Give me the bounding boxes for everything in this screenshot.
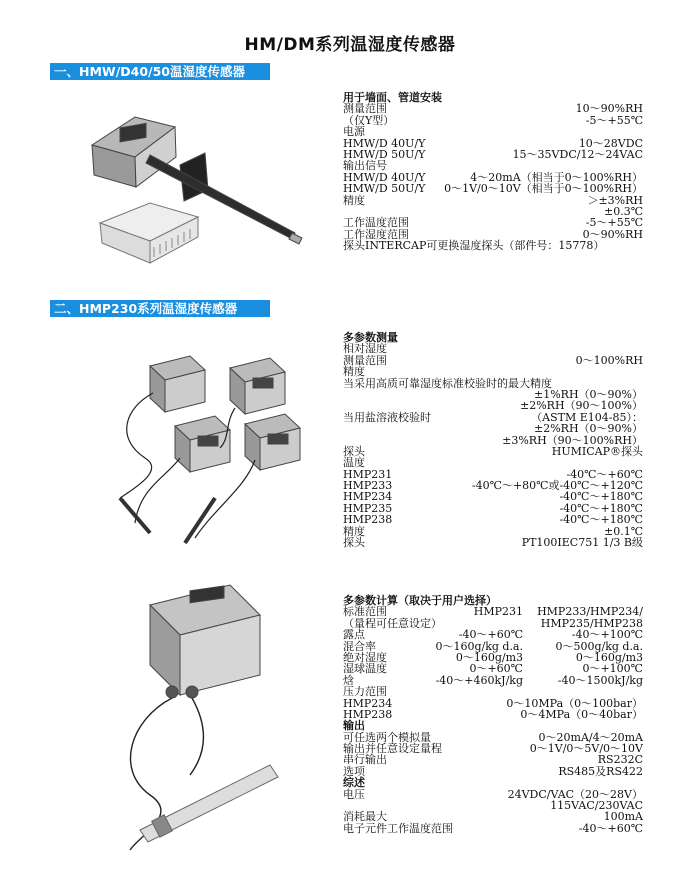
spec-row xyxy=(343,332,643,343)
spec-row xyxy=(343,115,643,126)
spec-row xyxy=(343,126,643,137)
spec-value: RS232C xyxy=(597,753,643,767)
spec-value: 0～90%RH xyxy=(582,227,643,241)
spec-label: HMW/D 50U/Y xyxy=(343,147,426,161)
spec-label: 绝对湿度 xyxy=(343,650,387,664)
spec-label: HMP238 xyxy=(343,707,393,721)
spec-value: （ASTM E104-85）： xyxy=(531,410,643,424)
spec-value-mid: -40～+60℃ xyxy=(458,628,523,642)
spec-value: 100mA xyxy=(603,810,643,824)
spec-value: ±2%RH（90～100%） xyxy=(520,399,643,413)
spec-label: 标准范围 xyxy=(343,605,387,619)
page-title: HM/DM系列温湿度传感器 xyxy=(244,35,456,55)
spec-value: 24VDC/VAC（20～28V） xyxy=(507,787,643,801)
spec-row xyxy=(343,183,643,194)
spec-label: 精度 xyxy=(343,365,365,379)
spec-value: -40℃～+80℃或-40℃～+120℃ xyxy=(471,479,643,493)
section2-bar: 二、HMP230系列温湿度传感器 xyxy=(50,300,270,317)
spec-value: HMP233/HMP234/ xyxy=(537,605,643,619)
spec-value: -40℃～+180℃ xyxy=(559,513,643,527)
spec-label: 精度 xyxy=(343,524,365,538)
spec-value: 0～+100℃ xyxy=(582,662,643,676)
hmp-transmitter-with-probe-icon xyxy=(110,580,330,865)
spec-row xyxy=(343,537,643,548)
spec-label: 湿球温度 xyxy=(343,662,387,676)
spec-value: -40℃～+180℃ xyxy=(559,501,643,515)
spec-value: ±0.3℃ xyxy=(603,204,643,218)
spec-label: 串行输出 xyxy=(343,753,387,767)
spec-value: ±2%RH（0～90%） xyxy=(534,422,643,436)
section1-bar: 一、HMW/D40/50温湿度传感器 xyxy=(50,63,270,80)
spec-label: 电压 xyxy=(343,787,365,801)
spec-label: 压力范围 xyxy=(343,685,387,699)
spec-value: 10～28VDC xyxy=(578,136,643,150)
spec-label: HMP234 xyxy=(343,490,393,504)
section3-specs xyxy=(343,595,643,834)
spec-row xyxy=(343,457,643,468)
spec-value: 0～100%RH xyxy=(575,353,643,367)
spec-label: 输出信号 xyxy=(343,159,387,173)
spec-value: ±0.1℃ xyxy=(603,524,643,538)
spec-label: HMW/D 50U/Y xyxy=(343,182,426,196)
spec-label: 探头 xyxy=(343,536,365,550)
spec-label: 精度 xyxy=(343,193,365,207)
spec-label: HMP234 xyxy=(343,696,393,710)
spec-row xyxy=(343,777,643,788)
spec-label: 探头 xyxy=(343,444,365,458)
spec-value: ＞±3%RH xyxy=(587,193,643,207)
spec-label: 当采用高质可靠湿度标准校验时的最大精度 xyxy=(343,376,552,390)
spec-value: -40～+60℃ xyxy=(578,821,643,835)
spec-value: -5～+55℃ xyxy=(585,216,643,230)
spec-value: ±1%RH（0～90%） xyxy=(534,387,643,401)
spec-row xyxy=(343,720,643,731)
spec-row xyxy=(343,629,643,640)
spec-label: 焓 xyxy=(343,673,354,687)
spec-value: 15～35VDC/12～24VAC xyxy=(512,147,643,161)
spec-row xyxy=(343,823,643,834)
spec-value-mid: -40～+460kJ/kg xyxy=(435,673,523,687)
section1-specs xyxy=(343,92,643,251)
spec-label: 输出 xyxy=(343,719,365,733)
spec-row xyxy=(343,446,643,457)
spec-value-mid: 0～160g/kg d.a. xyxy=(435,639,523,653)
spec-row xyxy=(343,423,643,434)
spec-value: -5～+55℃ xyxy=(585,113,643,127)
spec-label: HMP233 xyxy=(343,479,393,493)
spec-label: 用于墙面、管道安装 xyxy=(343,91,442,104)
spec-row xyxy=(343,800,643,811)
spec-label: HMP231 xyxy=(343,467,393,481)
spec-label: 测量范围 xyxy=(343,353,387,367)
spec-value: 0～160g/m3 xyxy=(575,650,643,664)
spec-row xyxy=(343,709,643,720)
spec-label: 电源 xyxy=(343,125,365,139)
spec-label: 综述 xyxy=(343,776,365,790)
spec-label: 工作湿度范围 xyxy=(343,227,409,241)
spec-value: 0～20mA/4～20mA xyxy=(538,730,643,744)
spec-label: HMW/D 40U/Y xyxy=(343,170,426,184)
spec-label: 当用盐溶液校验时 xyxy=(343,410,431,424)
spec-value: PT100IEC751 1/3 B级 xyxy=(521,536,643,550)
spec-row xyxy=(343,366,643,377)
spec-label: 露点 xyxy=(343,628,365,642)
hmp230-transmitters-icon xyxy=(105,348,305,548)
spec-value-mid: 0～+60℃ xyxy=(469,662,523,676)
spec-value: -40℃～+180℃ xyxy=(559,490,643,504)
spec-value: ±3%RH（90～100%RH） xyxy=(502,433,643,447)
spec-value: -40～+100℃ xyxy=(571,628,643,642)
spec-row xyxy=(343,240,643,251)
spec-label: 工作温度范围 xyxy=(343,216,409,230)
spec-label: （仅Y型） xyxy=(343,113,395,127)
spec-row xyxy=(343,675,643,686)
spec-label: HMP238 xyxy=(343,513,393,527)
spec-value: 115VAC/230VAC xyxy=(550,799,643,813)
spec-row xyxy=(343,149,643,160)
spec-value: 0～1V/0～5V/0～10V xyxy=(529,742,643,756)
spec-value: 0～10MPa（0～100bar） xyxy=(506,696,643,710)
spec-label: 测量范围 xyxy=(343,102,387,116)
spec-value: HUMICAP®探头 xyxy=(551,444,643,458)
spec-value: 4～20mA（相当于0～100%RH） xyxy=(470,170,643,184)
spec-label: 输出并任意设定量程 xyxy=(343,742,442,756)
spec-value: 0～500g/kg d.a. xyxy=(555,639,643,653)
spec-label: HMW/D 40U/Y xyxy=(343,136,426,150)
spec-label: 混合率 xyxy=(343,639,376,653)
spec-label: 温度 xyxy=(343,456,365,470)
spec-row xyxy=(343,766,643,777)
spec-label: 多参数测量 xyxy=(343,331,398,344)
spec-value: 0～4MPa（0～40bar） xyxy=(520,707,643,721)
spec-value: RS485及RS422 xyxy=(558,764,643,778)
spec-row xyxy=(343,686,643,697)
spec-label: 消耗最大 xyxy=(343,810,387,824)
spec-row xyxy=(343,195,643,206)
spec-label: HMP235 xyxy=(343,501,393,515)
spec-label: 可任选两个模拟量 xyxy=(343,730,431,744)
spec-value-mid: HMP231 xyxy=(473,605,523,619)
humidity-sensor-duct-and-wall-icon xyxy=(80,105,315,265)
spec-label: （量程可任意设定） xyxy=(343,616,442,630)
spec-row xyxy=(343,217,643,228)
spec-row xyxy=(343,355,643,366)
spec-value: 0～1V/0～10V（相当于0～100%RH） xyxy=(444,182,643,196)
spec-value: HMP235/HMP238 xyxy=(540,616,643,630)
spec-value: -40℃～+60℃ xyxy=(566,467,643,481)
spec-label: 多参数计算（取决于用户选择） xyxy=(343,594,497,607)
spec-value-mid: 0～160g/m3 xyxy=(455,650,523,664)
spec-label: 探头INTERCAP可更换湿度探头（部件号：15778） xyxy=(343,239,605,253)
spec-label: 选项 xyxy=(343,764,365,778)
spec-value: -40～1500kJ/kg xyxy=(557,673,643,687)
spec-label: 电子元件工作温度范围 xyxy=(343,821,453,835)
spec-row xyxy=(343,514,643,525)
section2-specs xyxy=(343,332,643,548)
spec-value: 10～90%RH xyxy=(575,102,643,116)
spec-label: 相对湿度 xyxy=(343,342,387,356)
